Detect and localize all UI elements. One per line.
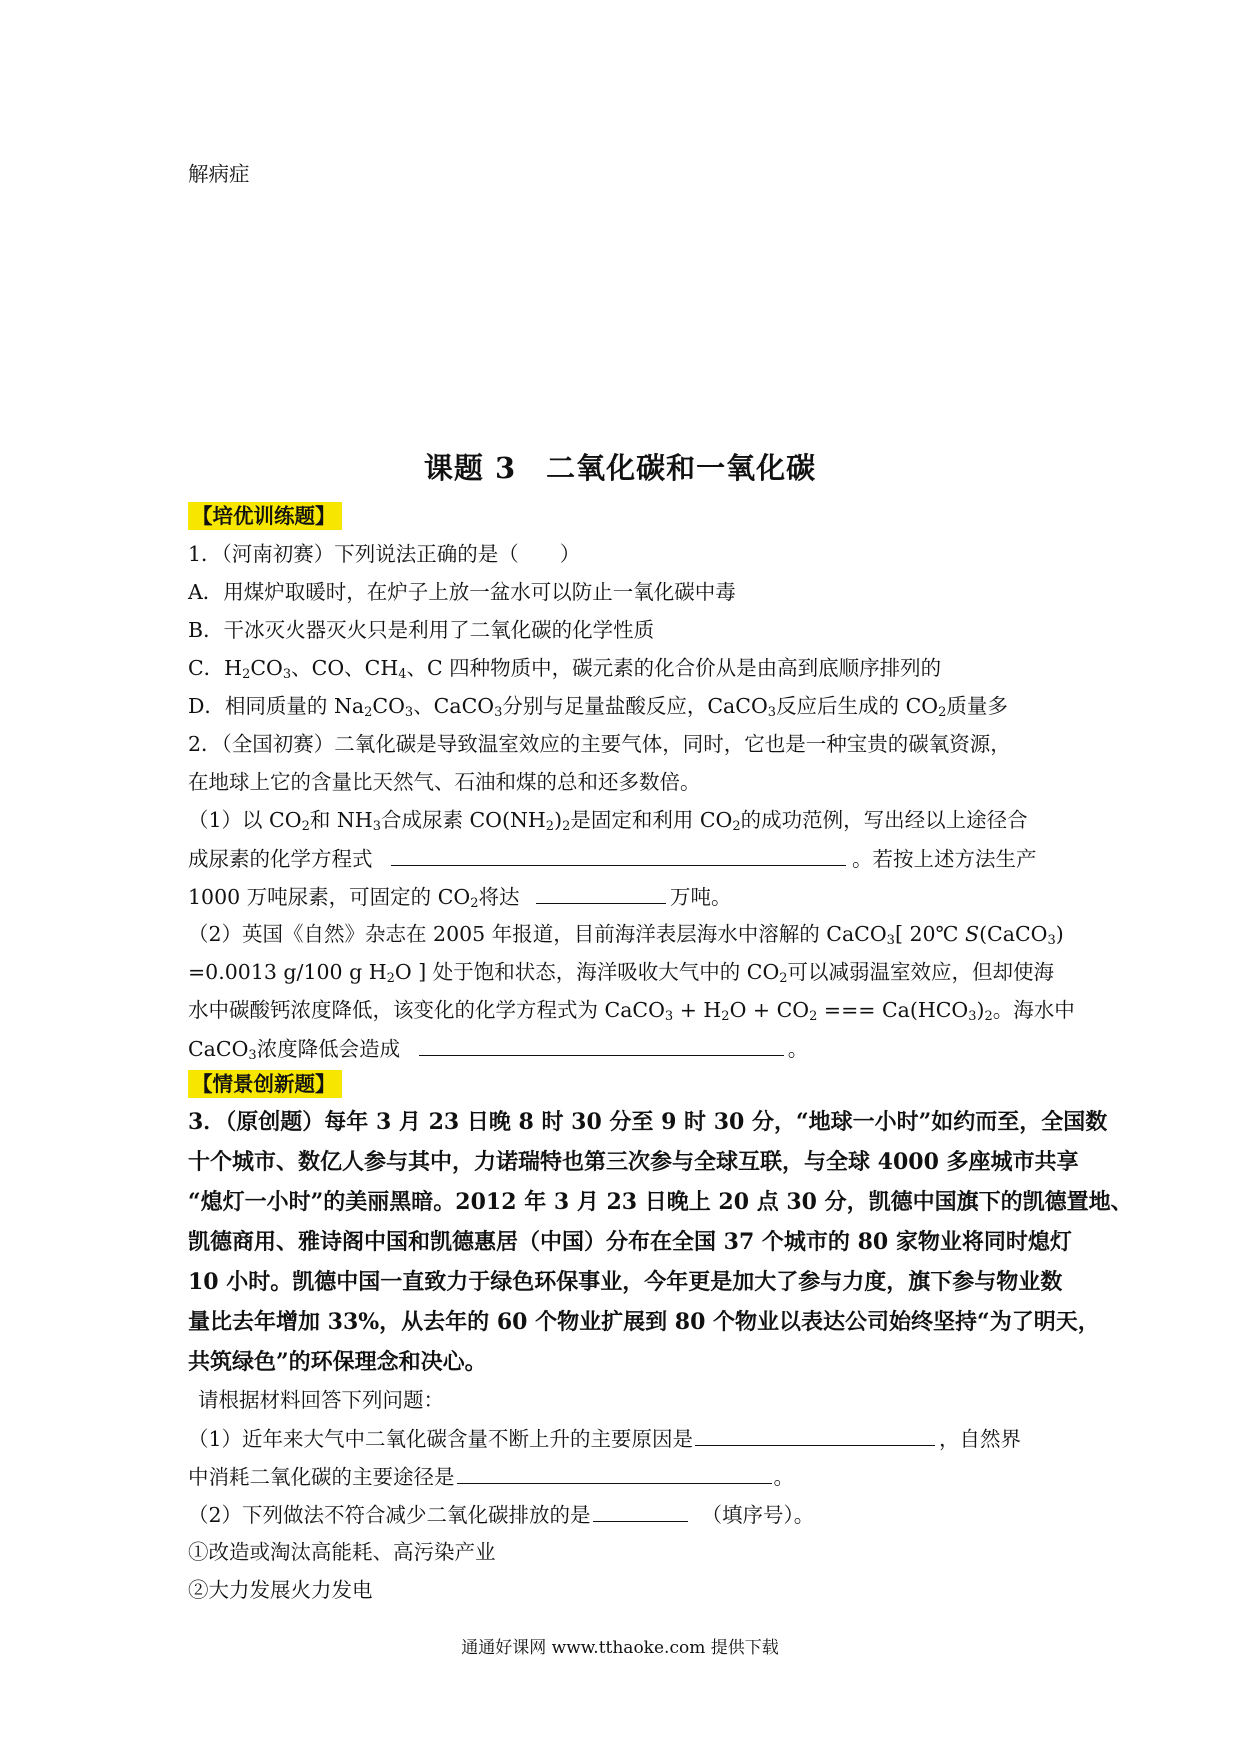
page-footer: 通通好课网 www.tthaoke.com 提供下载: [461, 1638, 779, 1658]
q3-passage-line: “熄灯一小时”的美丽黑暗。2012 年 3 月 23 日晚上 20 点 30 分，凯德中国旗下的凯德置地、: [188, 1189, 1133, 1215]
q1-option-c: C．$H_2CO_3$、CO、$CH_4$、C 四种物质中，碳元素的化合价从是由高到底顺序排列的: [188, 656, 942, 682]
top-fragment: 解病症: [188, 162, 250, 186]
section-tag-scenario: [188, 1070, 342, 1098]
q1-option-b: B．干冰灭火器灭火只是利用了二氧化碳的化学性质: [188, 618, 655, 642]
q2-part1-line3: 1000 万吨尿素，可固定的 $CO_2$将达 万吨。: [188, 881, 732, 912]
q3-sub2: （2）下列做法不符合减少二氧化碳排放的是 （填序号）。: [188, 1499, 814, 1530]
q3-option-2: ②大力发展火力发电: [188, 1578, 373, 1602]
q2-part2-line3: 水中碳酸钙浓度降低，该变化的化学方程式为 CaCO$_3$ + $H_2O + CO_2$ === $Ca(HCO_3)_2$。海水中: [188, 998, 1075, 1024]
q2-stem-line1: 2．（全国初赛）二氧化碳是导致温室效应的主要气体，同时，它也是一种宝贵的碳氧资源，: [188, 732, 1011, 756]
q3-passage-line: 量比去年增加 33%，从去年的 60 个物业扩展到 80 个物业以表达公司始终坚持“为了明天，: [188, 1309, 1100, 1335]
q3-passage-line: 共筑绿色”的环保理念和决心。: [188, 1349, 487, 1375]
co2-amount-blank[interactable]: [536, 881, 666, 904]
main-cause-blank[interactable]: [695, 1423, 935, 1446]
q2-part2-line1: （2）英国《自然》杂志在 2005 年报道，目前海洋表层海水中溶解的 CaCO$_3$[ 20℃ S(CaCO$_3$): [188, 922, 1064, 948]
q2-stem-line2: 在地球上它的含量比天然气、石油和煤的总和还多数倍。: [188, 770, 701, 794]
consequence-blank[interactable]: [419, 1033, 784, 1056]
q3-passage-line: 凯德商用、雅诗阁中国和凯德惠居（中国）分布在全国 37 个城市的 80 家物业将同时熄灯: [188, 1229, 1072, 1255]
q2-part1-line2: 成尿素的化学方程式 。若按上述方法生产: [188, 843, 1037, 874]
lesson-title: 课题 3 二氧化碳和一氧化碳: [423, 451, 817, 485]
q3-sub1-line2: 中消耗二氧化碳的主要途径是 。: [188, 1461, 794, 1492]
q3-prompt: 请根据材料回答下列问题：: [198, 1388, 444, 1412]
q2-part2-line2: =0.0013 g/100 g $H_2O$ ] 处于饱和状态，海洋吸收大气中的 $CO_2$可以减弱温室效应，但却使海: [188, 960, 1055, 986]
q3-sub1-line1: （1）近年来大气中二氧化碳含量不断上升的主要原因是 ，自然界: [188, 1423, 1021, 1454]
section-tag-label: 【培优训练题】: [188, 502, 342, 530]
q1-stem: 1．（河南初赛）下列说法正确的是（ ）: [188, 542, 581, 566]
q3-passage-line: 3．（原创题）每年 3 月 23 日晚 8 时 30 分至 9 时 30 分，“地球一小时”如约而至，全国数: [188, 1109, 1108, 1135]
q3-passage-line: 10 小时。凯德中国一直致力于绿色环保事业，今年更是加大了参与力度，旗下参与物业数: [188, 1269, 1063, 1295]
absorption-route-blank[interactable]: [457, 1461, 772, 1484]
q1-option-d: D．相同质量的 $Na_2CO_3$、CaCO$_3$分别与足量盐酸反应，CaCO$_3$反应后生成的 $CO_2$质量多: [188, 694, 1008, 720]
q2-part2-line4: CaCO$_3$浓度降低会造成 。: [188, 1033, 808, 1064]
q3-passage-line: 十个城市、数亿人参与其中，力诺瑞特也第三次参与全球互联，与全球 4000 多座城市共享: [188, 1149, 1079, 1175]
q2-part1-line1: （1）以 $CO_2$和 $NH_3$合成尿素 $CO(NH_2)_2$是固定和利用 $CO_2$的成功范例，写出经以上途径合: [188, 808, 1028, 834]
section-tag-label: 【情景创新题】: [188, 1070, 342, 1098]
urea-equation-blank[interactable]: [391, 843, 846, 866]
section-tag-training: [188, 502, 342, 530]
q3-option-1: ①改造或淘汰高能耗、高污染产业: [188, 1540, 496, 1564]
q1-option-a: A．用煤炉取暖时，在炉子上放一盆水可以防止一氧化碳中毒: [188, 580, 736, 604]
option-number-blank[interactable]: [593, 1499, 688, 1522]
